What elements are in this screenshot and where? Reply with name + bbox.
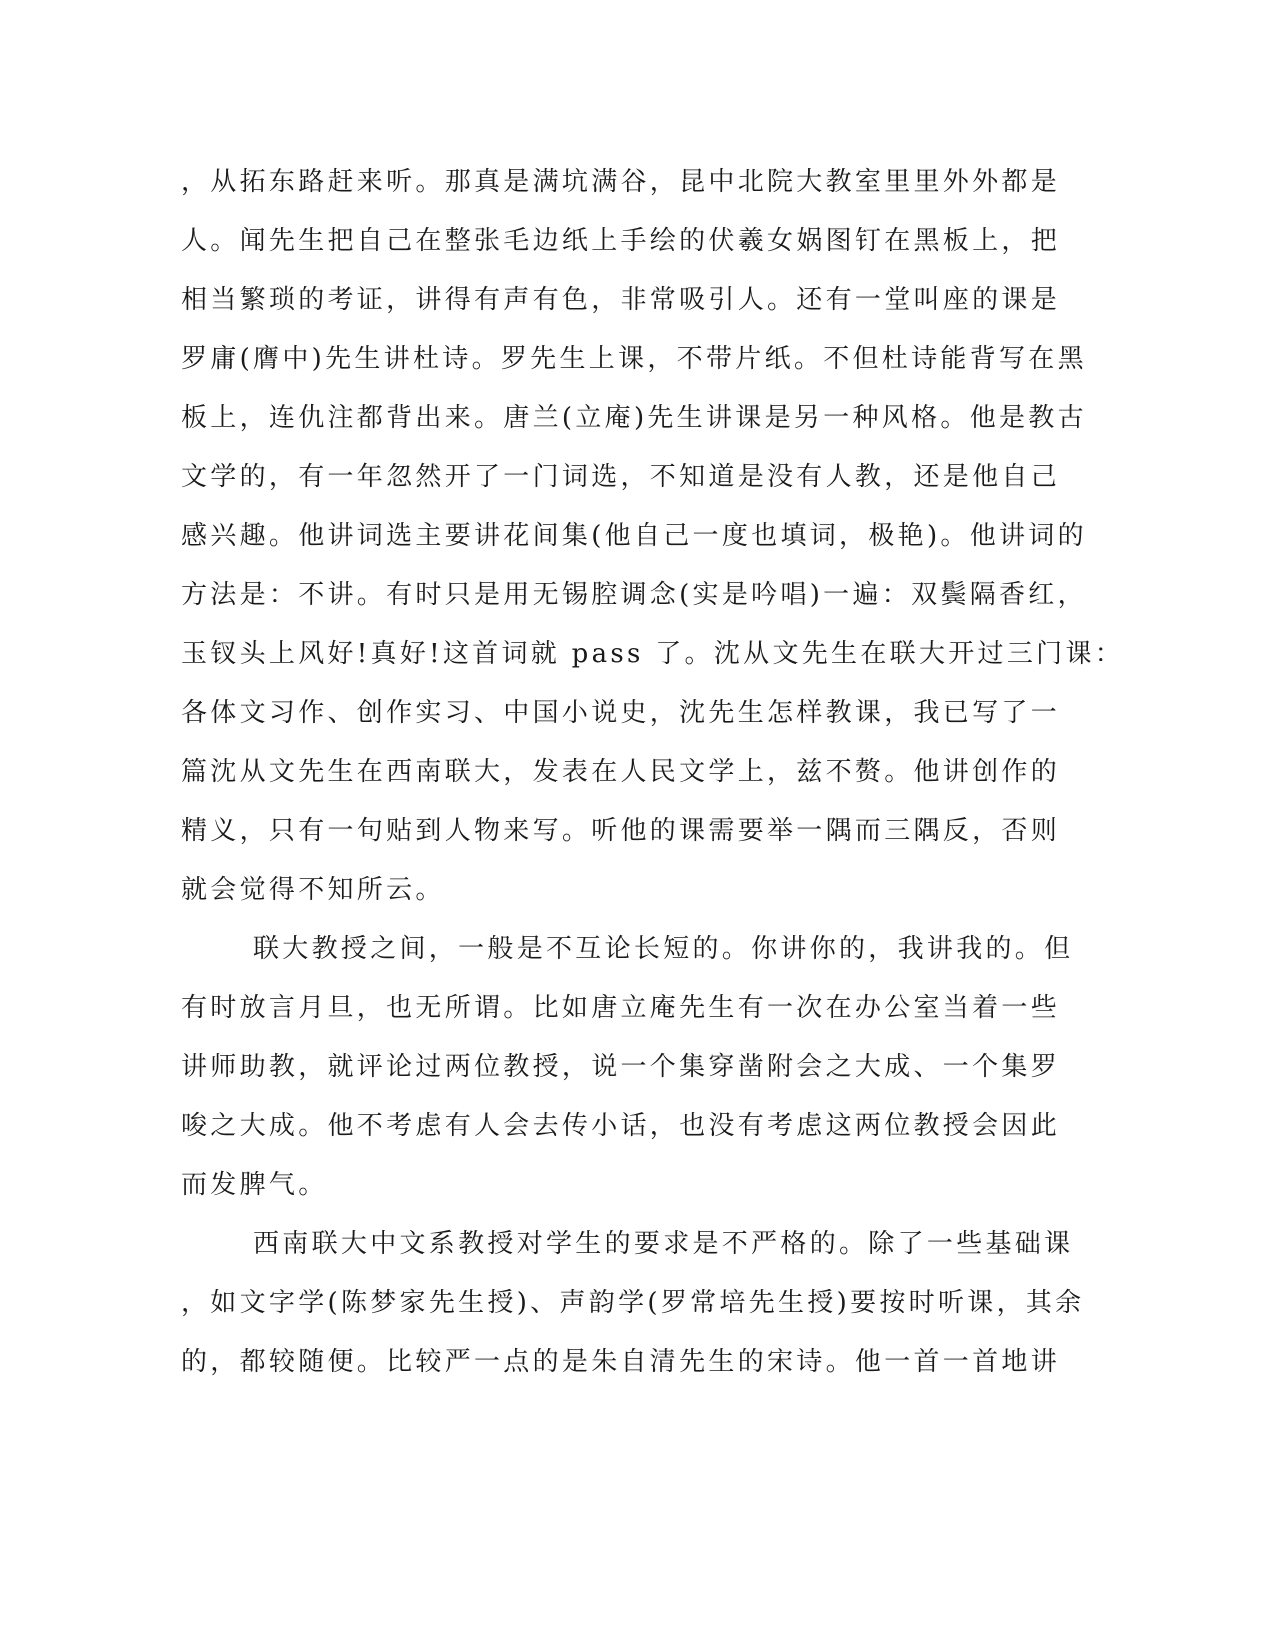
text-line: 人。闻先生把自己在整张毛边纸上手绘的伏羲女娲图钉在黑板上，把	[181, 226, 1061, 256]
text-line: 感兴趣。他讲词选主要讲花间集(他自己一度也填词，极艳)。他讲词的	[181, 521, 1087, 551]
text-line: 玉钗头上风好!真好!这首词就 pass 了。沈从文先生在联大开过三门课：	[181, 639, 1125, 669]
text-line: 精义，只有一句贴到人物来写。听他的课需要举一隅而三隅反，否则	[181, 816, 1061, 846]
text-line: 的，都较随便。比较严一点的是朱自清先生的宋诗。他一首一首地讲	[181, 1347, 1061, 1377]
text-line: 各体文习作、创作实习、中国小说史，沈先生怎样教课，我已写了一	[181, 698, 1061, 728]
text-line: 唆之大成。他不考虑有人会去传小话，也没有考虑这两位教授会因此	[181, 1111, 1061, 1141]
text-line: 篇沈从文先生在西南联大，发表在人民文学上，兹不赘。他讲创作的	[181, 757, 1061, 787]
text-line: 联大教授之间，一般是不互论长短的。你讲你的，我讲我的。但	[253, 934, 1074, 964]
text-line: 板上，连仇注都背出来。唐兰(立庵)先生讲课是另一种风格。他是教古	[181, 403, 1087, 433]
text-line: ，如文字学(陈梦家先生授)、声韵学(罗常培先生授)要按时听课，其余	[181, 1288, 1085, 1318]
text-line: 罗庸(膺中)先生讲杜诗。罗先生上课，不带片纸。不但杜诗能背写在黑	[181, 344, 1087, 374]
text-line: 就会觉得不知所云。	[181, 875, 445, 905]
text-line: 而发脾气。	[181, 1170, 328, 1200]
text-line: 方法是：不讲。有时只是用无锡腔调念(实是吟唱)一遍：双鬓隔香红，	[181, 580, 1087, 610]
text-line: ，从拓东路赶来听。那真是满坑满谷，昆中北院大教室里里外外都是	[181, 167, 1061, 197]
text-line: 西南联大中文系教授对学生的要求是不严格的。除了一些基础课	[253, 1229, 1074, 1259]
text-line: 文学的，有一年忽然开了一门词选，不知道是没有人教，还是他自己	[181, 462, 1061, 492]
body-text	[181, 160, 1125, 1399]
text-line: 有时放言月旦，也无所谓。比如唐立庵先生有一次在办公室当着一些	[181, 993, 1061, 1023]
text-line: 相当繁琐的考证，讲得有声有色，非常吸引人。还有一堂叫座的课是	[181, 285, 1061, 315]
text-line: 讲师助教，就评论过两位教授，说一个集穿凿附会之大成、一个集罗	[181, 1052, 1061, 1082]
